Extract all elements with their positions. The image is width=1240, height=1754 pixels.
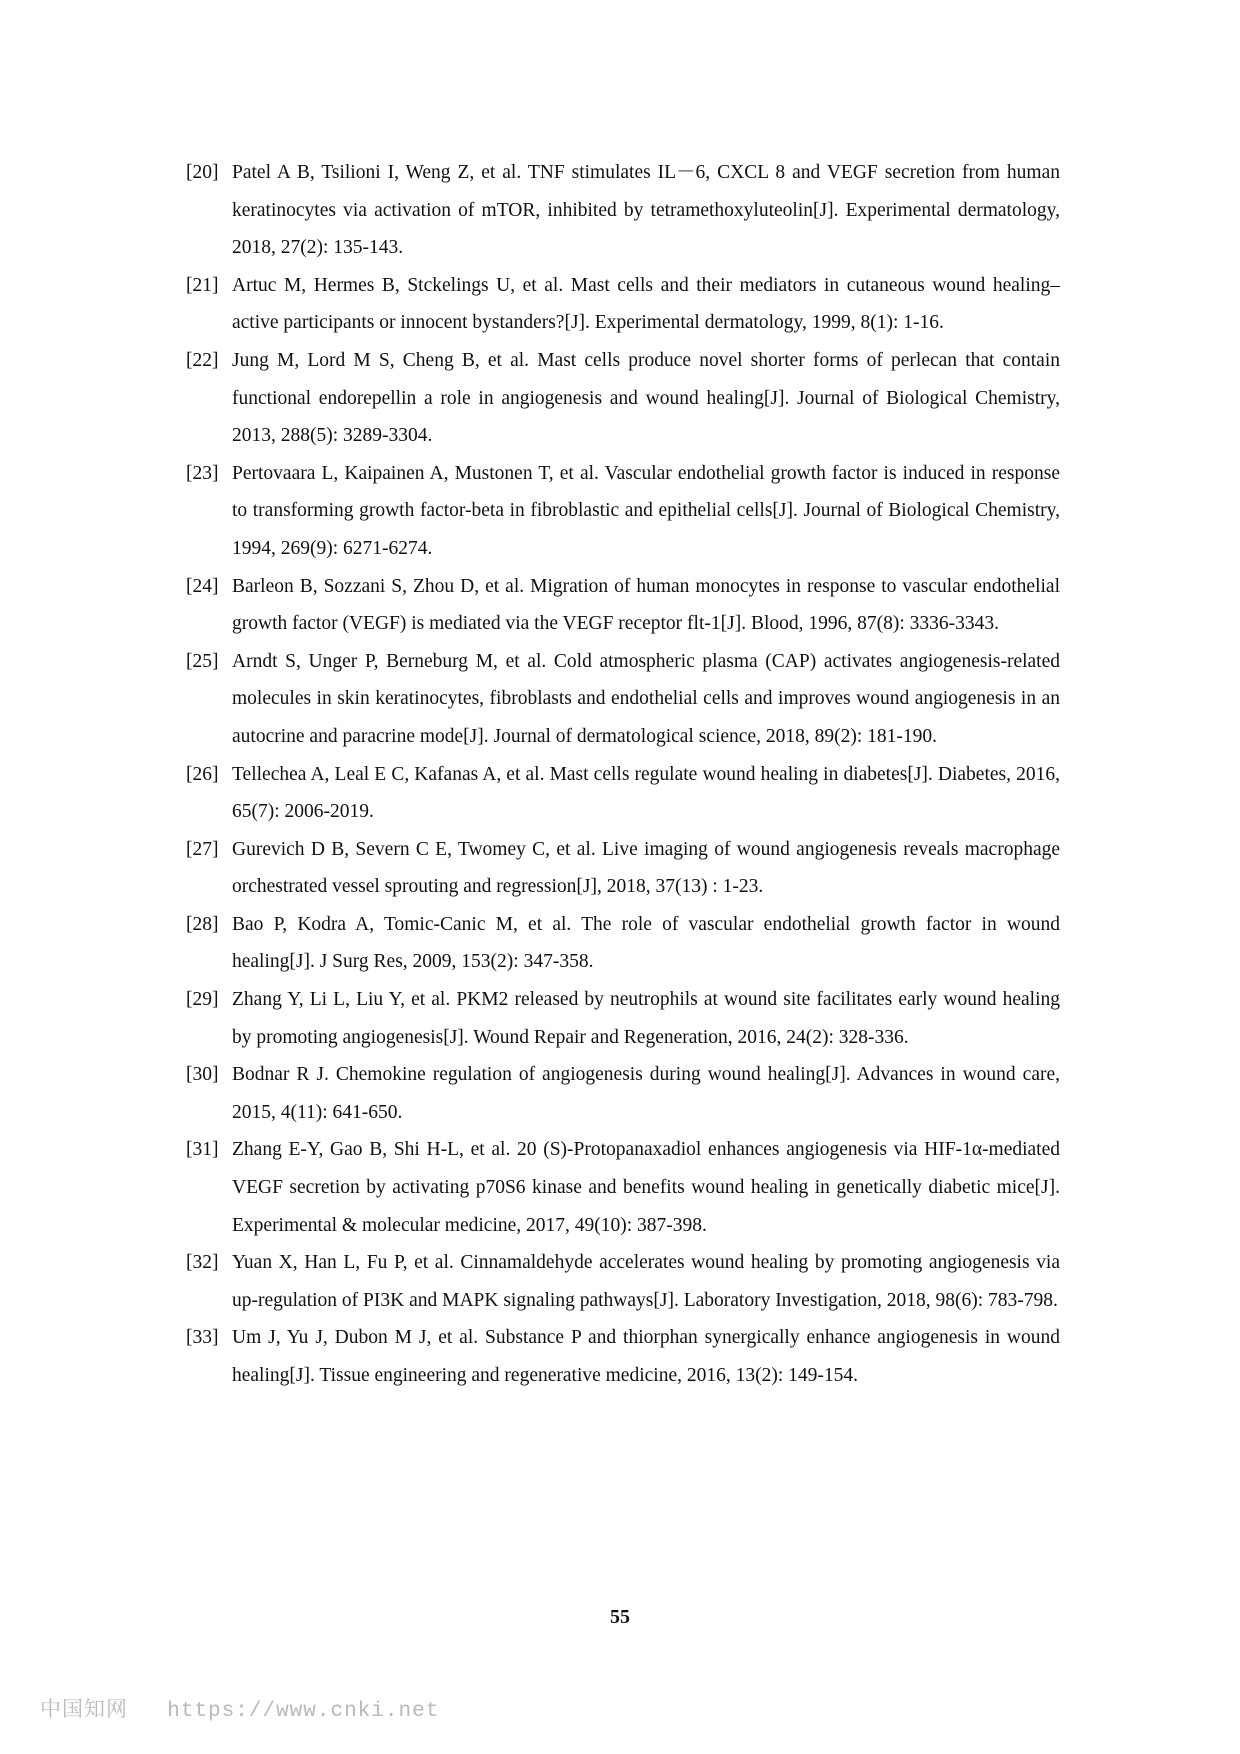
- reference-item: [186, 455, 1060, 568]
- reference-item: [186, 568, 1060, 643]
- reference-number: [28]: [186, 913, 219, 935]
- reference-number: [21]: [186, 274, 219, 296]
- reference-item: [186, 267, 1060, 342]
- reference-item: [186, 643, 1060, 756]
- reference-item: [186, 981, 1060, 1056]
- reference-text: Yuan X, Han L, Fu P, et al. Cinnamaldehyde accelerates wound healing by promoting angiogenesis via up-regulation of PI3K and MAPK signaling pathways[J]. Laboratory Investigation, 2018, 98(6): 783-798.: [232, 1252, 1060, 1311]
- reference-text: Tellechea A, Leal E C, Kafanas A, et al. Mast cells regulate wound healing in diabetes[J]. Diabetes, 2016, 65(7): 2006-2019.: [232, 763, 1060, 823]
- reference-item: [186, 154, 1060, 267]
- reference-number: [23]: [186, 462, 219, 484]
- reference-text: Jung M, Lord M S, Cheng B, et al. Mast cells produce novel shorter forms of perlecan that contain functional endorepellin a role in angiogenesis and wound healing[J]. Journal of Biological Chemistry, 2013, 288(5): 3289-3304.: [232, 349, 1060, 447]
- reference-text: Zhang Y, Li L, Liu Y, et al. PKM2 released by neutrophils at wound site facilitates early wound healing by promoting angiogenesis[J]. Wound Repair and Regeneration, 2016, 24(2): 328-336.: [232, 989, 1060, 1048]
- watermark-site-name: 中国知网: [40, 1697, 128, 1721]
- reference-text: Gurevich D B, Severn C E, Twomey C, et al. Live imaging of wound angiogenesis reveals macrophage orchestrated vessel sprouting and regression[J], 2018, 37(13) : 1-23.: [232, 838, 1060, 898]
- reference-number: [25]: [186, 650, 219, 672]
- reference-item: [186, 1131, 1060, 1244]
- reference-number: [27]: [186, 838, 219, 860]
- reference-number: [33]: [186, 1327, 219, 1349]
- reference-item: [186, 756, 1060, 831]
- reference-text: Bodnar R J. Chemokine regulation of angiogenesis during wound healing[J]. Advances in wound care, 2015, 4(11): 641-650.: [232, 1064, 1060, 1123]
- reference-text: Pertovaara L, Kaipainen A, Mustonen T, et al. Vascular endothelial growth factor is induced in response to transforming growth factor-beta in fibroblastic and epithelial cells[J]. Journal of Biological Chemistry, 1994, 269(9): 6271-6274.: [232, 462, 1060, 559]
- reference-number: [31]: [186, 1139, 219, 1161]
- page-number: 55: [610, 1606, 630, 1628]
- reference-number: [22]: [186, 349, 219, 371]
- reference-number: [30]: [186, 1064, 219, 1086]
- reference-item: [186, 1244, 1060, 1319]
- reference-list: [186, 154, 1060, 1395]
- reference-text: Um J, Yu J, Dubon M J, et al. Substance P and thiorphan synergically enhance angiogenesis in wound healing[J]. Tissue engineering and regenerative medicine, 2016, 13(2): 149-154.: [232, 1327, 1060, 1386]
- reference-item: [186, 906, 1060, 981]
- reference-item: [186, 831, 1060, 906]
- reference-text: Patel A B, Tsilioni I, Weng Z, et al. TNF stimulates IL－6, CXCL 8 and VEGF secretion from human keratinocytes via activation of mTOR, inhibited by tetramethoxyluteolin[J]. Experimental dermatology, 2018, 27(2): 135-143.: [232, 162, 1060, 259]
- reference-text: Artuc M, Hermes B, Stckelings U, et al. Mast cells and their mediators in cutaneous wound healing–active participants or innocent bystanders?[J]. Experimental dermatology, 1999, 8(1): 1-16.: [232, 274, 1060, 334]
- reference-number: [29]: [186, 989, 219, 1011]
- reference-item: [186, 1056, 1060, 1131]
- reference-number: [24]: [186, 575, 219, 597]
- reference-number: [32]: [186, 1252, 219, 1274]
- reference-number: [20]: [186, 162, 219, 183]
- watermark-url: https://www.cnki.net: [167, 1700, 440, 1723]
- reference-text: Arndt S, Unger P, Berneburg M, et al. Cold atmospheric plasma (CAP) activates angiogenesis-related molecules in skin keratinocytes, fibroblasts and endothelial cells and improves wound angiogenesis in an autocrine and paracrine mode[J]. Journal of dermatological science, 2018, 89(2): 181-190.: [232, 650, 1060, 747]
- reference-text: Barleon B, Sozzani S, Zhou D, et al. Migration of human monocytes in response to vascular endothelial growth factor (VEGF) is mediated via the VEGF receptor flt-1[J]. Blood, 1996, 87(8): 3336-3343.: [232, 575, 1060, 635]
- reference-item: [186, 1319, 1060, 1394]
- watermark: [40, 1693, 439, 1723]
- reference-item: [186, 342, 1060, 455]
- reference-text: Bao P, Kodra A, Tomic-Canic M, et al. The role of vascular endothelial growth factor in wound healing[J]. J Surg Res, 2009, 153(2): 347-358.: [232, 913, 1060, 973]
- reference-text: Zhang E-Y, Gao B, Shi H-L, et al. 20 (S)-Protopanaxadiol enhances angiogenesis via HIF-1α-mediated VEGF secretion by activating p70S6 kinase and benefits wound healing in genetically diabetic mice[J]. Experimental & molecular medicine, 2017, 49(10): 387-398.: [232, 1139, 1060, 1236]
- reference-number: [26]: [186, 763, 219, 785]
